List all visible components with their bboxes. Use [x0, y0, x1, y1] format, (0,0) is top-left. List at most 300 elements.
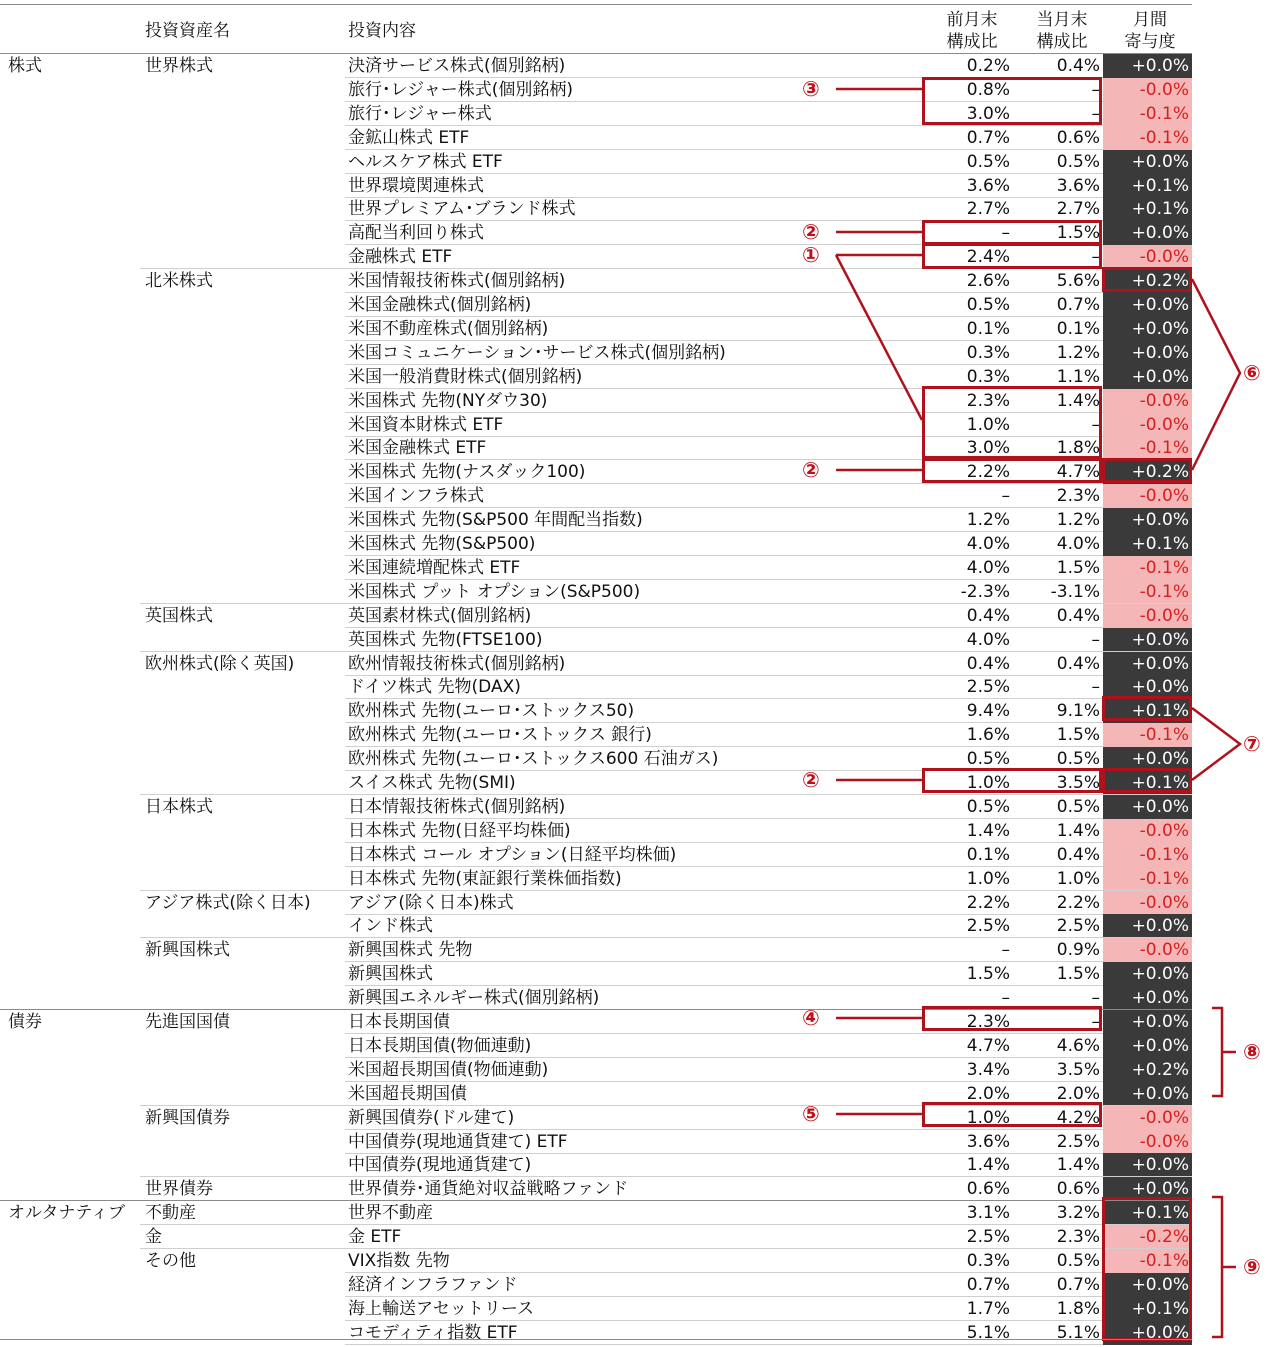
prev-weight-cell: 0.5%	[966, 295, 1010, 315]
highlight-box-contrib-stoxx50	[1102, 696, 1192, 721]
table-row	[0, 1225, 1192, 1249]
curr-weight-cell: –	[1091, 414, 1100, 435]
contribution-cell: +0.0%	[1103, 54, 1192, 78]
contribution-cell: +0.1%	[1103, 699, 1192, 723]
curr-weight-cell: 1.1%	[1056, 366, 1100, 387]
prev-weight-cell: 3.1%	[966, 1203, 1010, 1224]
contribution-cell: +0.0%	[1103, 221, 1192, 245]
investment-content-cell: コモディティ指数 ETF	[348, 1322, 518, 1343]
asset-name-cell: 北米株式	[145, 271, 213, 292]
curr-weight-cell: –	[1091, 79, 1100, 100]
investment-content-cell: 米国株式 プット オプション(S&P500)	[348, 581, 641, 602]
table-row	[0, 819, 1192, 843]
contribution-cell: +0.0%	[1103, 1177, 1192, 1201]
prev-weight-cell: 1.2%	[966, 510, 1010, 531]
contribution-cell: -0.1%	[1103, 867, 1192, 891]
curr-weight-cell: -3.1%	[1050, 581, 1100, 602]
curr-weight-cell: 2.5%	[1056, 1131, 1100, 1152]
table-row	[0, 891, 1192, 915]
investment-content-cell: 世界環境関連株式	[348, 175, 484, 196]
prev-weight-cell: 2.0%	[966, 1083, 1010, 1104]
contribution-cell: +0.0%	[1103, 747, 1192, 771]
contribution-cell: +0.1%	[1103, 174, 1192, 198]
contribution-cell: +0.0%	[1103, 1273, 1192, 1297]
prev-weight-cell: 3.6%	[966, 1131, 1010, 1152]
asset-name-cell: 先進国国債	[145, 1012, 230, 1032]
asset-name-cell: 不動産	[145, 1203, 196, 1224]
table-row	[0, 843, 1192, 867]
marker-6: ⑥	[1243, 361, 1261, 385]
contribution-cell: -0.1%	[1103, 126, 1192, 150]
contribution-cell: -0.1%	[1103, 556, 1192, 580]
prev-weight-cell: –	[1001, 988, 1010, 1009]
contribution-cell: +0.0%	[1103, 795, 1192, 819]
marker-2-nasdaq: ②	[802, 458, 820, 482]
table-row	[0, 628, 1192, 652]
prev-weight-cell: 4.7%	[966, 1035, 1010, 1056]
prev-weight-cell: 0.5%	[966, 151, 1010, 172]
contribution-cell: +0.0%	[1103, 986, 1192, 1010]
prev-weight-cell: 0.2%	[966, 56, 1010, 76]
curr-weight-cell: 3.6%	[1056, 175, 1100, 196]
investment-content-cell: 米国株式 先物(S&P500)	[348, 534, 536, 554]
investment-content-cell: インド株式	[348, 916, 433, 937]
curr-weight-cell: 2.2%	[1056, 892, 1100, 913]
prev-weight-cell: 1.7%	[966, 1298, 1010, 1319]
prev-weight-cell: -2.3%	[960, 581, 1010, 602]
curr-weight-cell: 1.4%	[1056, 820, 1100, 841]
prev-weight-cell: 1.4%	[966, 820, 1010, 841]
contribution-cell: +0.0%	[1103, 317, 1192, 341]
contribution-cell: -0.1%	[1103, 1249, 1192, 1273]
asset-name-cell: 世界債券	[145, 1179, 213, 1200]
investment-content-cell: 米国超長期国債	[348, 1083, 467, 1104]
table-row	[0, 54, 1192, 78]
table-row	[0, 867, 1192, 891]
curr-weight-cell: 1.2%	[1056, 510, 1100, 531]
contribution-cell: -0.0%	[1103, 819, 1192, 843]
table-row	[0, 1273, 1192, 1297]
investment-content-cell: 金融株式 ETF	[348, 247, 453, 268]
investment-content-cell: 高配当利回り株式	[348, 223, 484, 244]
curr-weight-cell: 1.2%	[1056, 342, 1100, 363]
contribution-cell: -0.0%	[1103, 1130, 1192, 1154]
category-cell: 債券	[8, 1012, 42, 1032]
highlight-box-contrib-alternatives	[1102, 1197, 1192, 1341]
asset-name-cell: 世界株式	[145, 56, 213, 76]
curr-weight-cell: 1.5%	[1056, 557, 1100, 578]
contribution-cell: -0.0%	[1103, 938, 1192, 962]
curr-weight-cell: 2.7%	[1056, 199, 1100, 220]
highlight-box-high-dividend-row	[922, 220, 1102, 245]
contribution-cell: +0.1%	[1103, 1297, 1192, 1321]
header-asset-name: 投資資産名	[145, 21, 230, 41]
curr-weight-cell: –	[1091, 103, 1100, 124]
contribution-cell: -0.1%	[1103, 723, 1192, 747]
contribution-cell: -0.0%	[1103, 891, 1192, 915]
contribution-cell: +0.0%	[1103, 341, 1192, 365]
curr-weight-cell: 0.7%	[1056, 1274, 1100, 1295]
prev-weight-cell: 0.4%	[966, 605, 1010, 626]
curr-weight-cell: 1.8%	[1056, 438, 1100, 459]
table-row	[0, 484, 1192, 508]
curr-weight-cell: 0.5%	[1056, 749, 1100, 770]
prev-weight-cell: 2.4%	[966, 247, 1010, 268]
table-row	[0, 938, 1192, 962]
curr-weight-cell: 0.4%	[1056, 653, 1100, 674]
investment-content-cell: 米国超長期国債(物価連動)	[348, 1059, 549, 1080]
investment-content-cell: 海上輸送アセットリース	[348, 1298, 534, 1319]
curr-weight-cell: 2.5%	[1056, 916, 1100, 937]
curr-weight-cell: 0.6%	[1056, 1179, 1100, 1200]
investment-content-cell: 米国金融株式(個別銘柄)	[348, 295, 532, 315]
investment-content-cell: スイス株式 先物(SMI)	[348, 773, 516, 793]
prev-weight-cell: 2.3%	[966, 1012, 1010, 1032]
category-cell: オルタナティブ	[8, 1203, 125, 1224]
prev-weight-cell: 3.4%	[966, 1059, 1010, 1080]
header-curr-line1: 当月末	[1036, 10, 1088, 30]
header-contrib-line2: 寄与度	[1124, 32, 1176, 52]
contribution-cell: -0.0%	[1103, 78, 1192, 102]
investment-content-cell: ヘルスケア株式 ETF	[348, 151, 503, 172]
prev-weight-cell: 0.7%	[966, 127, 1010, 148]
prev-weight-cell: 2.6%	[966, 271, 1010, 292]
prev-weight-cell: 1.6%	[966, 725, 1010, 746]
investment-content-cell: 日本株式 コール オプション(日経平均株価)	[348, 844, 677, 865]
curr-weight-cell: 1.5%	[1056, 964, 1100, 985]
table-row	[0, 532, 1192, 556]
contribution-cell: +0.0%	[1103, 652, 1192, 676]
curr-weight-cell: 0.4%	[1056, 605, 1100, 626]
investment-content-cell: 欧州株式 先物(ユーロ･ストックス 銀行)	[348, 725, 652, 746]
investment-content-cell: 米国連続増配株式 ETF	[348, 557, 521, 578]
curr-weight-cell: 1.5%	[1056, 725, 1100, 746]
curr-weight-cell: 0.6%	[1056, 127, 1100, 148]
table-row	[0, 1153, 1192, 1177]
contribution-cell: +0.2%	[1103, 1058, 1192, 1082]
investment-content-cell: 世界債券･通貨絶対収益戦略ファンド	[348, 1179, 629, 1200]
investment-content-cell: 欧州情報技術株式(個別銘柄)	[348, 653, 566, 674]
contribution-cell: +0.0%	[1103, 675, 1192, 699]
table-row	[0, 1249, 1192, 1273]
contribution-cell: +0.2%	[1103, 269, 1192, 293]
prev-weight-cell: –	[1001, 940, 1010, 961]
curr-weight-cell: 2.3%	[1056, 486, 1100, 507]
table-bottom-rule	[0, 1339, 1192, 1340]
table-row	[0, 508, 1192, 532]
investment-content-cell: 米国株式 先物(ナスダック100)	[348, 462, 586, 483]
curr-weight-cell: –	[1091, 988, 1100, 1009]
investment-content-cell: 中国債券(現地通貨建て) ETF	[348, 1131, 568, 1152]
table-row	[0, 317, 1192, 341]
curr-weight-cell: –	[1091, 247, 1100, 268]
header-prev-line1: 前月末	[946, 10, 998, 30]
header-investment-content: 投資内容	[348, 21, 416, 41]
contribution-cell: +0.0%	[1103, 1034, 1192, 1058]
curr-weight-cell: 3.2%	[1056, 1203, 1100, 1224]
table-row	[0, 795, 1192, 819]
contribution-cell: -0.0%	[1103, 413, 1192, 437]
table-row	[0, 197, 1192, 221]
investment-content-cell: 決済サービス株式(個別銘柄)	[348, 56, 566, 76]
investment-content-cell: 新興国エネルギー株式(個別銘柄)	[348, 988, 600, 1009]
curr-weight-cell: 1.4%	[1056, 390, 1100, 411]
prev-weight-cell: 0.7%	[966, 1274, 1010, 1295]
investment-content-cell: 新興国株式 先物	[348, 940, 473, 961]
marker-5: ⑤	[802, 1102, 820, 1126]
table-row	[0, 150, 1192, 174]
investment-content-cell: 世界プレミアム･ブランド株式	[348, 199, 576, 220]
prev-weight-cell: 2.7%	[966, 199, 1010, 220]
table-row	[0, 174, 1192, 198]
contribution-cell: +0.0%	[1103, 1153, 1192, 1177]
curr-weight-cell: 1.5%	[1056, 223, 1100, 244]
prev-weight-cell: 0.6%	[966, 1179, 1010, 1200]
table-row	[0, 126, 1192, 150]
table-row	[0, 1034, 1192, 1058]
prev-weight-cell: 4.0%	[966, 629, 1010, 650]
table-row	[0, 1297, 1192, 1321]
contribution-cell: -0.1%	[1103, 102, 1192, 126]
investment-content-cell: 米国資本財株式 ETF	[348, 414, 504, 435]
curr-weight-cell: 5.6%	[1056, 271, 1100, 292]
prev-weight-cell: 1.5%	[966, 964, 1010, 985]
prev-weight-cell: 3.0%	[966, 103, 1010, 124]
table-row	[0, 914, 1192, 938]
curr-weight-cell: 3.5%	[1056, 773, 1100, 793]
curr-weight-cell: 0.5%	[1056, 1251, 1100, 1271]
table-row	[0, 675, 1192, 699]
contribution-cell: -0.0%	[1103, 484, 1192, 508]
contribution-cell: -0.0%	[1103, 604, 1192, 628]
table-row	[0, 293, 1192, 317]
prev-weight-cell: 3.6%	[966, 175, 1010, 196]
contribution-cell: +0.0%	[1103, 962, 1192, 986]
contribution-cell: +0.0%	[1103, 1082, 1192, 1106]
investment-content-cell: 日本情報技術株式(個別銘柄)	[348, 796, 566, 817]
marker-7: ⑦	[1243, 732, 1261, 756]
curr-weight-cell: –	[1091, 1012, 1100, 1032]
investment-content-cell: 米国株式 先物(NYダウ30)	[348, 390, 548, 411]
highlight-box-smi-row	[922, 768, 1102, 793]
table-row	[0, 269, 1192, 293]
table-row	[0, 556, 1192, 580]
marker-1: ①	[802, 243, 820, 267]
curr-weight-cell: 0.5%	[1056, 796, 1100, 817]
investment-content-cell: 中国債券(現地通貨建て)	[348, 1155, 532, 1176]
curr-weight-cell: 4.2%	[1056, 1107, 1100, 1128]
contribution-cell: +0.1%	[1103, 1201, 1192, 1225]
curr-weight-cell: –	[1091, 677, 1100, 698]
investment-content-cell: 米国コミュニケーション･サービス株式(個別銘柄)	[348, 342, 726, 363]
prev-weight-cell: 3.0%	[966, 438, 1010, 459]
investment-content-cell: 日本長期国債(物価連動)	[348, 1035, 532, 1056]
investment-content-cell: VIX指数 先物	[348, 1251, 450, 1271]
highlight-box-contrib-it	[1102, 267, 1192, 292]
asset-name-cell: アジア株式(除く日本)	[145, 892, 311, 913]
prev-weight-cell: 5.1%	[966, 1322, 1010, 1343]
curr-weight-cell: 4.6%	[1056, 1035, 1100, 1056]
table-row	[0, 604, 1192, 628]
table-row	[0, 1201, 1192, 1225]
investment-content-cell: 米国インフラ株式	[348, 486, 484, 507]
contribution-cell: +0.0%	[1103, 365, 1192, 389]
curr-weight-cell: 9.1%	[1056, 701, 1100, 722]
header-prev-line2: 構成比	[946, 32, 998, 52]
contribution-cell: -0.2%	[1103, 1225, 1192, 1249]
table-row	[0, 1058, 1192, 1082]
table-row	[0, 1130, 1192, 1154]
prev-weight-cell: 4.0%	[966, 557, 1010, 578]
contribution-cell: +0.0%	[1103, 628, 1192, 652]
curr-weight-cell: 0.4%	[1056, 56, 1100, 76]
prev-weight-cell: 1.4%	[966, 1155, 1010, 1176]
asset-name-cell: 新興国債券	[145, 1107, 230, 1128]
investment-content-cell: 旅行･レジャー株式	[348, 103, 492, 124]
investment-content-cell: 米国株式 先物(S&P500 年間配当指数)	[348, 510, 643, 531]
contribution-cell: -0.0%	[1103, 1106, 1192, 1130]
investment-content-cell: 世界不動産	[348, 1203, 433, 1224]
prev-weight-cell: 0.3%	[966, 1251, 1010, 1271]
prev-weight-cell: 2.5%	[966, 677, 1010, 698]
contribution-cell: +0.0%	[1103, 914, 1192, 938]
asset-name-cell: 英国株式	[145, 605, 213, 626]
contribution-cell: +0.1%	[1103, 197, 1192, 221]
marker-9: ⑨	[1243, 1255, 1261, 1279]
prev-weight-cell: –	[1001, 223, 1010, 244]
investment-content-cell: 英国株式 先物(FTSE100)	[348, 629, 543, 650]
marker-3: ③	[802, 77, 820, 101]
table-row	[0, 652, 1192, 676]
investment-content-cell: 金 ETF	[348, 1227, 402, 1248]
contribution-cell: +0.0%	[1103, 1321, 1192, 1345]
table-row	[0, 580, 1192, 604]
contribution-cell: +0.0%	[1103, 150, 1192, 174]
table-row	[0, 723, 1192, 747]
investment-content-cell: 旅行･レジャー株式(個別銘柄)	[348, 79, 573, 100]
prev-weight-cell: 0.1%	[966, 318, 1010, 339]
investment-content-cell: 米国不動産株式(個別銘柄)	[348, 318, 549, 339]
investment-content-cell: 日本長期国債	[348, 1012, 450, 1032]
prev-weight-cell: 0.5%	[966, 796, 1010, 817]
marker-8: ⑧	[1243, 1040, 1261, 1064]
prev-weight-cell: 0.5%	[966, 749, 1010, 770]
curr-weight-cell: 4.0%	[1056, 534, 1100, 554]
curr-weight-cell: 1.8%	[1056, 1298, 1100, 1319]
category-cell: 株式	[8, 56, 42, 76]
investment-content-cell: 米国金融株式 ETF	[348, 438, 487, 459]
prev-weight-cell: –	[1001, 486, 1010, 507]
curr-weight-cell: 3.5%	[1056, 1059, 1100, 1080]
curr-weight-cell: 0.4%	[1056, 844, 1100, 865]
prev-weight-cell: 2.2%	[966, 462, 1010, 483]
prev-weight-cell: 0.1%	[966, 844, 1010, 865]
contribution-cell: +0.2%	[1103, 460, 1192, 484]
contribution-cell: +0.0%	[1103, 508, 1192, 532]
highlight-box-contrib-smi	[1102, 768, 1192, 793]
curr-weight-cell: 2.3%	[1056, 1227, 1100, 1248]
highlight-box-nasdaq-row	[922, 458, 1102, 483]
investment-content-cell: 日本株式 先物(日経平均株価)	[348, 820, 571, 841]
highlight-box-jgb-row	[922, 1006, 1102, 1031]
investment-content-cell: 米国一般消費財株式(個別銘柄)	[348, 366, 583, 387]
prev-weight-cell: 1.0%	[966, 414, 1010, 435]
prev-weight-cell: 0.4%	[966, 653, 1010, 674]
contribution-cell: +0.1%	[1103, 532, 1192, 556]
contribution-cell: -0.1%	[1103, 580, 1192, 604]
contribution-cell: +0.1%	[1103, 771, 1192, 795]
marker-2-smi: ②	[802, 768, 820, 792]
investment-content-cell: 欧州株式 先物(ユーロ･ストックス50)	[348, 701, 635, 722]
asset-name-cell: 欧州株式(除く英国)	[145, 653, 295, 674]
prev-weight-cell: 9.4%	[966, 701, 1010, 722]
curr-weight-cell: 0.7%	[1056, 295, 1100, 315]
investment-content-cell: 経済インフラファンド	[348, 1274, 518, 1295]
highlight-box-em-bond-row	[922, 1102, 1102, 1127]
table-top-rule	[0, 4, 1192, 5]
curr-weight-cell: 5.1%	[1056, 1322, 1100, 1343]
contribution-cell: +0.0%	[1103, 293, 1192, 317]
curr-weight-cell: 0.9%	[1056, 940, 1100, 961]
prev-weight-cell: 1.0%	[966, 1107, 1010, 1128]
contribution-cell: -0.0%	[1103, 245, 1192, 269]
investment-content-cell: ドイツ株式 先物(DAX)	[348, 677, 521, 698]
prev-weight-cell: 2.5%	[966, 1227, 1010, 1248]
prev-weight-cell: 0.8%	[966, 79, 1010, 100]
prev-weight-cell: 0.3%	[966, 342, 1010, 363]
asset-name-cell: 新興国株式	[145, 940, 230, 961]
prev-weight-cell: 2.5%	[966, 916, 1010, 937]
marker-2-high-dividend: ②	[802, 220, 820, 244]
prev-weight-cell: 0.3%	[966, 366, 1010, 387]
investment-content-cell: 新興国株式	[348, 964, 433, 985]
curr-weight-cell: 0.5%	[1056, 151, 1100, 172]
highlight-box-us-futures-rows	[922, 386, 1102, 459]
marker-4: ④	[802, 1006, 820, 1030]
asset-name-cell: 日本株式	[145, 796, 213, 817]
prev-weight-cell: 2.3%	[966, 390, 1010, 411]
curr-weight-cell: 0.1%	[1056, 318, 1100, 339]
table-row	[0, 699, 1192, 723]
curr-weight-cell: 2.0%	[1056, 1083, 1100, 1104]
prev-weight-cell: 1.0%	[966, 868, 1010, 889]
highlight-box-travel-rows	[922, 77, 1102, 125]
contribution-cell: -0.0%	[1103, 389, 1192, 413]
prev-weight-cell: 1.0%	[966, 773, 1010, 793]
investment-content-cell: 英国素材株式(個別銘柄)	[348, 605, 532, 626]
curr-weight-cell: 1.0%	[1056, 868, 1100, 889]
curr-weight-cell: 1.4%	[1056, 1155, 1100, 1176]
table-row	[0, 1321, 1192, 1345]
contribution-cell: -0.1%	[1103, 436, 1192, 460]
highlight-box-contrib-nasdaq	[1102, 458, 1192, 483]
curr-weight-cell: 4.7%	[1056, 462, 1100, 483]
table-row	[0, 962, 1192, 986]
curr-weight-cell: –	[1091, 629, 1100, 650]
prev-weight-cell: 2.2%	[966, 892, 1010, 913]
prev-weight-cell: 4.0%	[966, 534, 1010, 554]
table-row	[0, 341, 1192, 365]
header-curr-line2: 構成比	[1036, 32, 1088, 52]
table-row	[0, 1177, 1192, 1201]
investment-content-cell: 米国情報技術株式(個別銘柄)	[348, 271, 566, 292]
asset-name-cell: 金	[145, 1227, 162, 1248]
investment-content-cell: 新興国債券(ドル建て)	[348, 1107, 515, 1128]
header-contrib-line1: 月間	[1133, 10, 1167, 30]
asset-name-cell: その他	[145, 1251, 196, 1271]
investment-content-cell: 日本株式 先物(東証銀行業株価指数)	[348, 868, 622, 889]
investment-content-cell: アジア(除く日本)株式	[348, 892, 514, 913]
